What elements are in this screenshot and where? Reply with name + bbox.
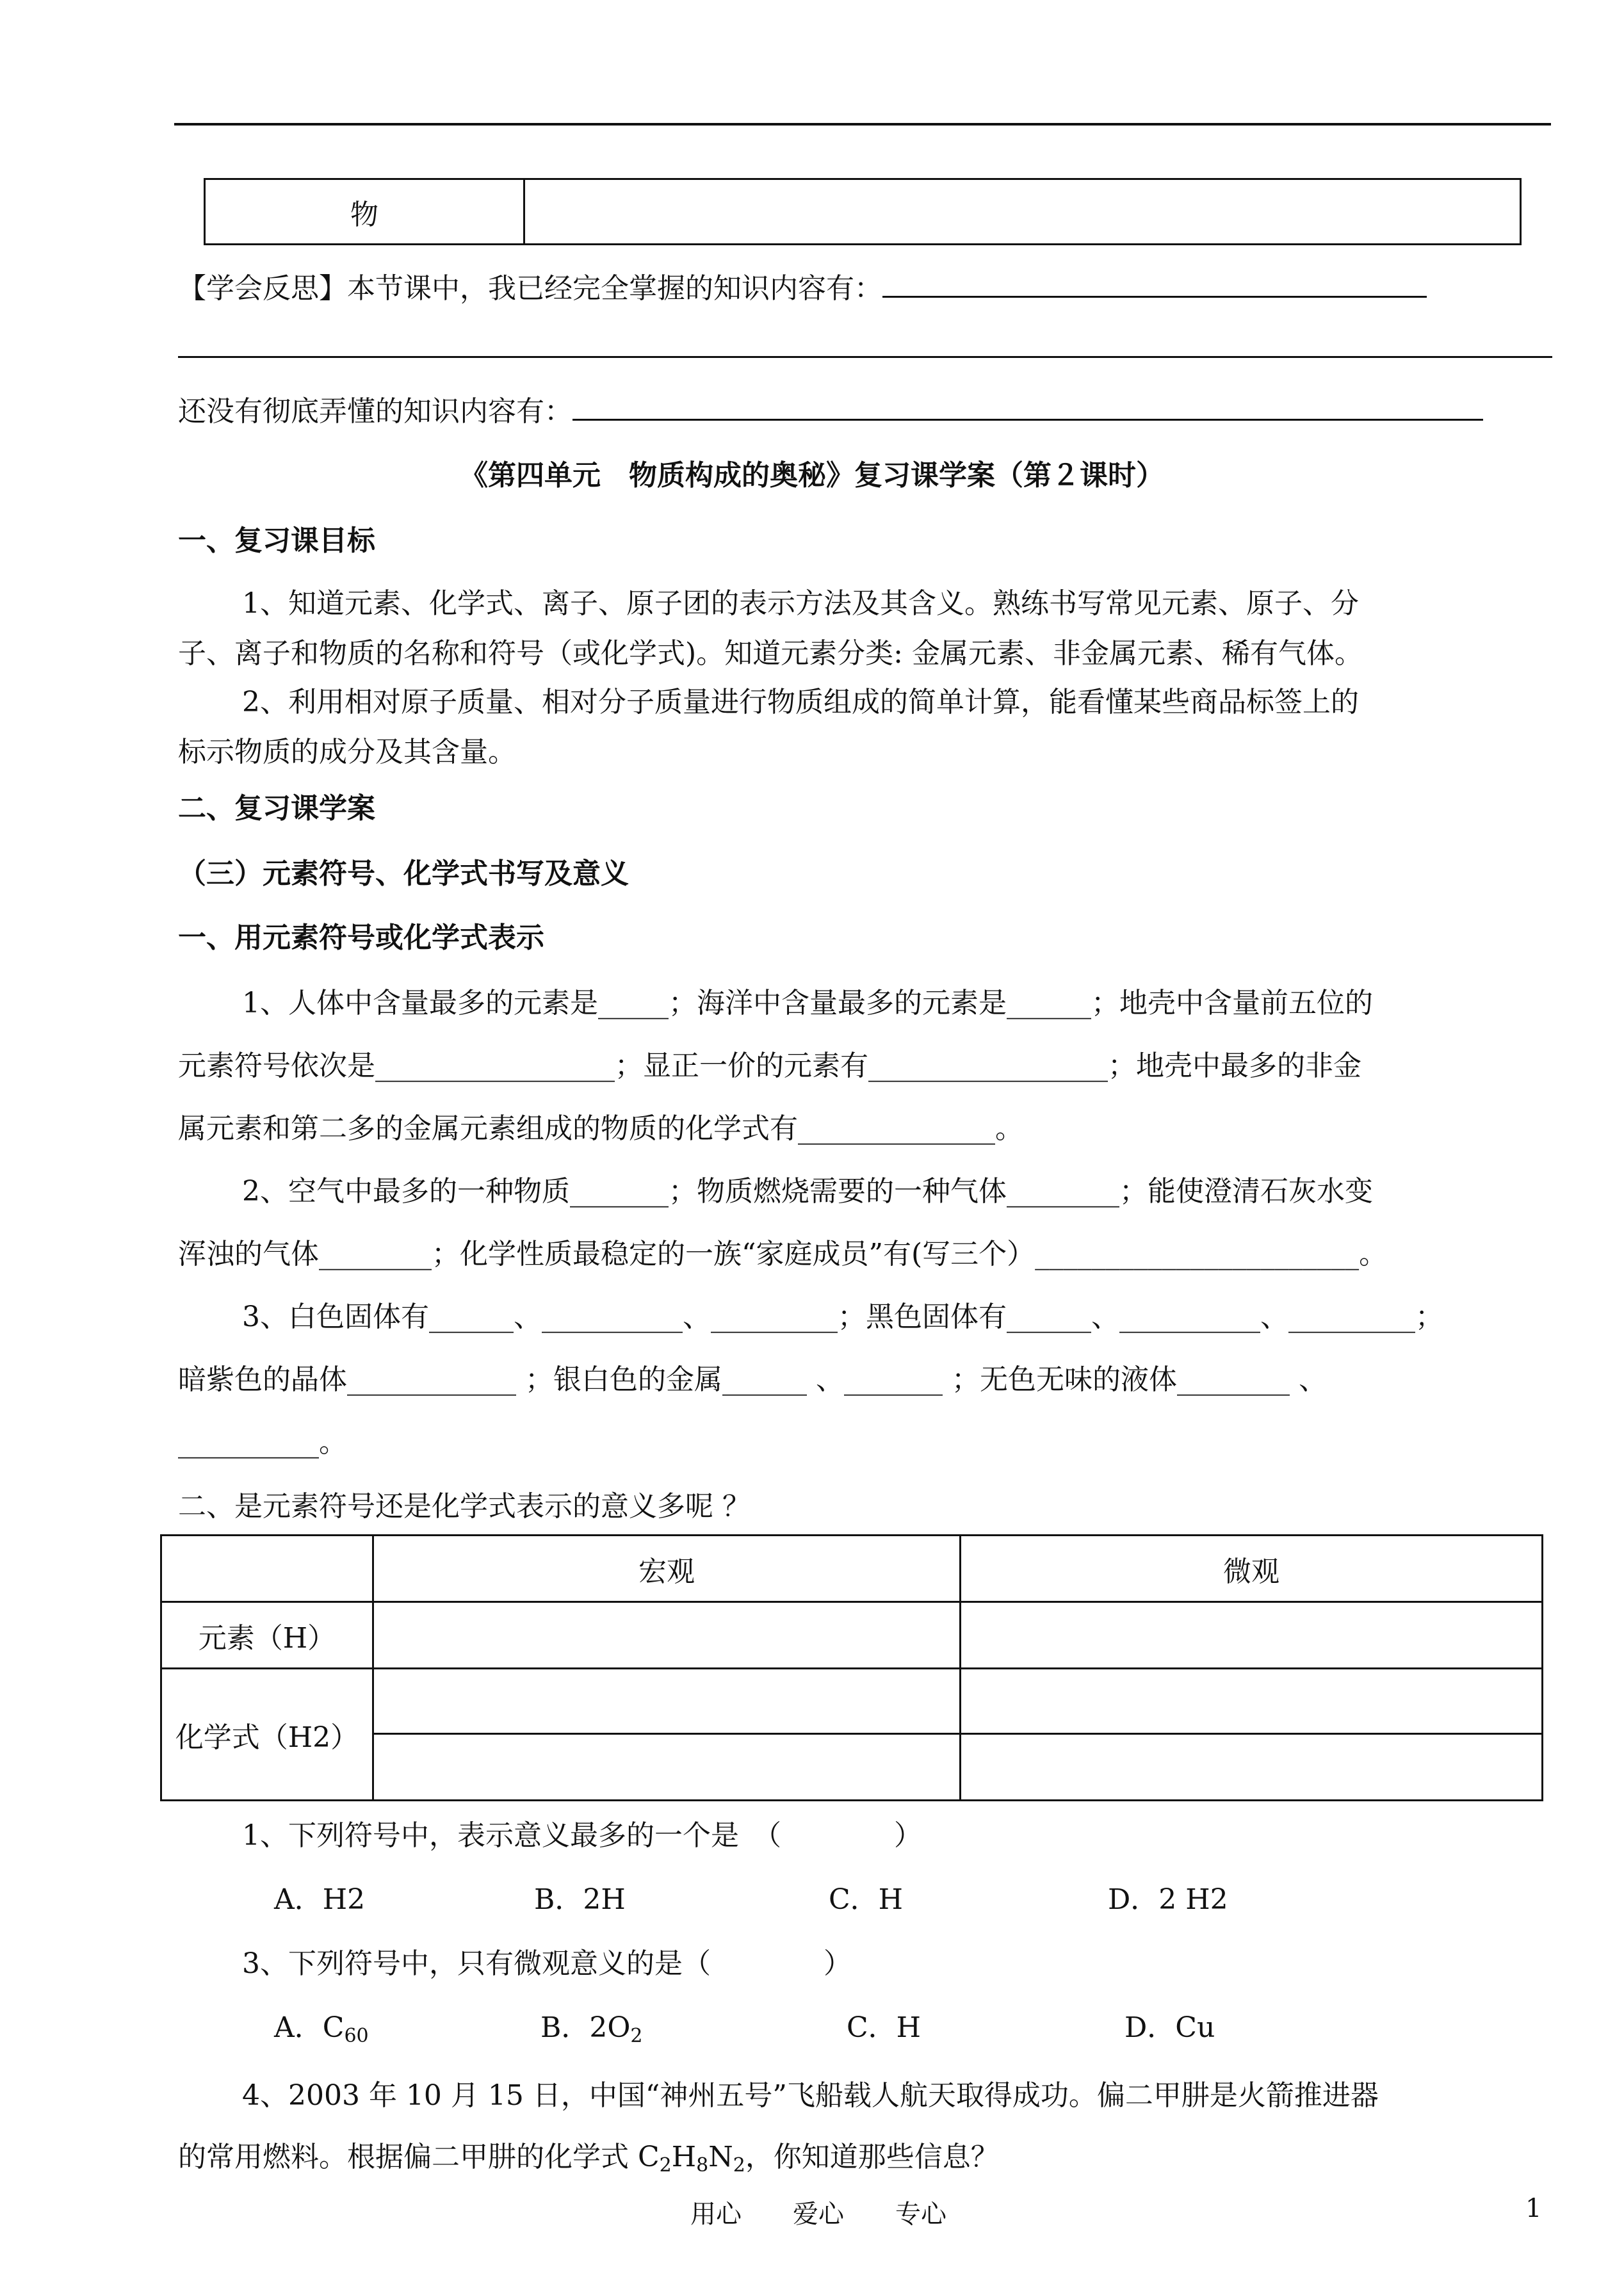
table-corner-cell <box>161 1536 373 1602</box>
mc3-option-c[interactable]: C．H <box>847 2011 922 2044</box>
goal-2-line-a: 2、利用相对原子质量、相对分子质量进行物质组成的简单计算，能看懂某些商品标签上的 <box>242 686 1359 718</box>
table-cell-formula-macro-1[interactable] <box>373 1669 961 1734</box>
reflection-blank-1[interactable] <box>882 296 1427 298</box>
q4-line-b-prefix: 的常用燃料。根据偏二甲肼的化学式 C <box>178 2141 660 2173</box>
mc3-option-a-sub: 60 <box>344 2025 369 2047</box>
table-header-macro: 宏观 <box>373 1536 961 1602</box>
table-cell-formula-micro-1[interactable] <box>961 1669 1543 1734</box>
top-table-cell: 物 <box>205 179 524 245</box>
reflection-blank-3[interactable] <box>572 419 1483 421</box>
mc3-option-b-text: B．2O <box>540 2011 631 2044</box>
section-heading-plan: 二、复习课学案 <box>178 792 375 825</box>
table-row-formula-label: 化学式（H2） <box>161 1669 373 1801</box>
top-table <box>204 178 1522 245</box>
footer-motto: 用心 爱心 专心 <box>690 2200 946 2229</box>
q1-line-b: 元素符号依次是_________________；显正一价的元素有_________________；地壳中最多的非金 <box>178 1050 1361 1082</box>
q1-line-c: 属元素和第二多的金属元素组成的物质的化学式有______________。 <box>178 1112 1023 1145</box>
mc1-option-b[interactable]: B．2H <box>534 1883 626 1916</box>
mc3-option-b-sub: 2 <box>630 2025 643 2047</box>
table-header-micro: 微观 <box>961 1536 1543 1602</box>
q4-formula-h: H <box>671 2141 697 2173</box>
table-cell-formula-micro-2[interactable] <box>961 1734 1543 1801</box>
goal-2-line-b: 标示物质的成分及其含量。 <box>178 736 516 768</box>
q1-line-a: 1、人体中含量最多的元素是_____；海洋中含量最多的元素是______；地壳中含量前五位的 <box>242 987 1373 1019</box>
table-cell-element-macro[interactable] <box>373 1602 961 1669</box>
mc-question-1: 1、下列符号中，表示意义最多的一个是 （ ） <box>242 1819 922 1852</box>
reflection-label-2: 还没有彻底弄懂的知识内容有： <box>178 395 572 428</box>
q4-formula-sub-c: 2 <box>659 2154 672 2177</box>
section-heading-goals: 一、复习课目标 <box>178 524 375 557</box>
mc1-option-a[interactable]: A．H2 <box>274 1883 366 1916</box>
section-heading-symbols: （三）元素符号、化学式书写及意义 <box>178 857 629 890</box>
mc3-option-a-text: A．C <box>274 2011 345 2044</box>
goal-1-line-a: 1、知道元素、化学式、离子、原子团的表示方法及其含义。熟练书写常见元素、原子、分 <box>242 587 1359 620</box>
part2-heading: 二、是元素符号还是化学式表示的意义多呢 ？ <box>178 1490 751 1523</box>
top-table-empty-cell[interactable] <box>524 179 1521 245</box>
q4-formula-sub-h: 8 <box>696 2154 709 2177</box>
q2-line-b: 浑浊的气体________；化学性质最稳定的一族“家庭成员”有(写三个）_______________________。 <box>178 1238 1388 1270</box>
q4-formula-sub-n: 2 <box>733 2154 745 2177</box>
mc-question-3: 3、下列符号中，只有微观意义的是（ ） <box>242 1947 852 1980</box>
meaning-table <box>160 1534 1543 1801</box>
header-rule <box>174 123 1551 126</box>
table-row-element-label: 元素（H） <box>161 1602 373 1669</box>
q2-line-a: 2、空气中最多的一种物质_______；物质燃烧需要的一种气体________；能使澄清石灰水变 <box>242 1175 1373 1208</box>
page-number: 1 <box>1525 2194 1542 2223</box>
reflection-line-2 <box>178 388 1483 429</box>
table-cell-formula-macro-2[interactable] <box>373 1734 961 1801</box>
reflection-label: 【学会反思】本节课中，我已经完全掌握的知识内容有： <box>178 272 882 305</box>
goal-1-line-b: 子、离子和物质的名称和符号（或化学式)。知道元素分类: 金属元素、非金属元素、稀有气体。 <box>178 637 1363 670</box>
q4-line-a: 4、2003 年 10 月 15 日，中国“神州五号”飞船载人航天取得成功。偏二甲肼是火箭推进器 <box>242 2079 1379 2112</box>
table-cell-element-micro[interactable] <box>961 1602 1543 1669</box>
q4-formula-n: N <box>708 2141 733 2173</box>
mc3-option-a[interactable] <box>274 2004 369 2047</box>
mc3-option-d[interactable]: D．Cu <box>1125 2011 1215 2044</box>
reflection-blank-2[interactable] <box>178 356 1552 358</box>
q3-line-b: 暗紫色的晶体____________ ；银白色的金属______ 、_______ ；无色无味的液体________ 、 <box>178 1363 1327 1396</box>
page-title: 《第四单元 物质构成的奥秘》复习课学案（第２课时） <box>460 459 1164 492</box>
q3-line-a: 3、白色固体有______、__________、_________；黑色固体有______、__________、_________； <box>242 1301 1443 1333</box>
part1-heading: 一、用元素符号或化学式表示 <box>178 921 544 954</box>
mc1-option-d[interactable]: D．2 H2 <box>1108 1883 1228 1916</box>
reflection-line-1 <box>178 265 1427 306</box>
q4-line-b-suffix: ，你知道那些信息？ <box>745 2141 999 2173</box>
mc1-option-c[interactable]: C．H <box>829 1883 904 1916</box>
q3-line-c: __________。 <box>178 1426 347 1459</box>
mc3-option-b[interactable] <box>540 2004 643 2047</box>
q4-line-b <box>178 2134 999 2177</box>
